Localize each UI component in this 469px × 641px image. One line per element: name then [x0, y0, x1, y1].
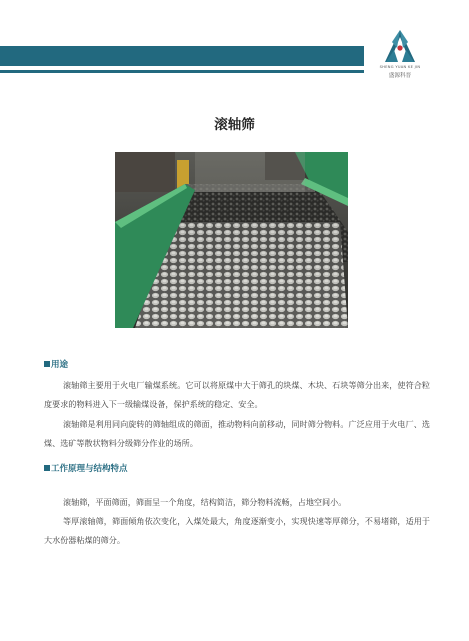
header-underline: [0, 70, 364, 73]
logo-chinese-name: 盛源科晋: [388, 73, 412, 79]
section-square-icon: [44, 465, 50, 471]
mountain-logo-icon: [382, 28, 418, 64]
usage-paragraph-1: 滚轴筛主要用于火电厂输煤系统。它可以将原煤中大于筛孔的块煤、木块、石块等筛分出来，使符合粒度要求的物料进入下一级输煤设备，保护系统的稳定、安全。: [44, 380, 430, 409]
header-bar: [0, 46, 364, 66]
section-usage-heading: [44, 358, 68, 370]
roller-screen-photo: [115, 152, 348, 328]
section-square-icon: [44, 361, 50, 367]
page-title: 滚轴筛: [214, 117, 255, 133]
principle-paragraph-1: 滚轴筛，平面筛面，筛面呈一个角度，结构简洁，筛分物料流畅，占地空间小。: [63, 497, 347, 507]
logo-english-name: SHENG YUAN KE JIN: [379, 65, 421, 69]
principle-paragraph-2: 等厚滚轴筛，筛面倾角依次变化，入煤处最大，角度逐渐变小，实现快速等厚筛分，不易堵筛，适用于大水份器粘煤的筛分。: [44, 516, 430, 545]
company-logo: [368, 28, 432, 84]
section-principle-heading: [44, 462, 128, 474]
section-usage-title: 用途: [51, 360, 69, 370]
usage-paragraph-2: 滚轴筛是利用同向旋转的筛轴组成的筛面，推动物料向前移动，同时筛分物料。广泛应用于火电厂、选煤、选矿等散状物料分级筛分作业的场所。: [44, 419, 430, 448]
section-principle-title: 工作原理与结构特点: [51, 464, 128, 474]
